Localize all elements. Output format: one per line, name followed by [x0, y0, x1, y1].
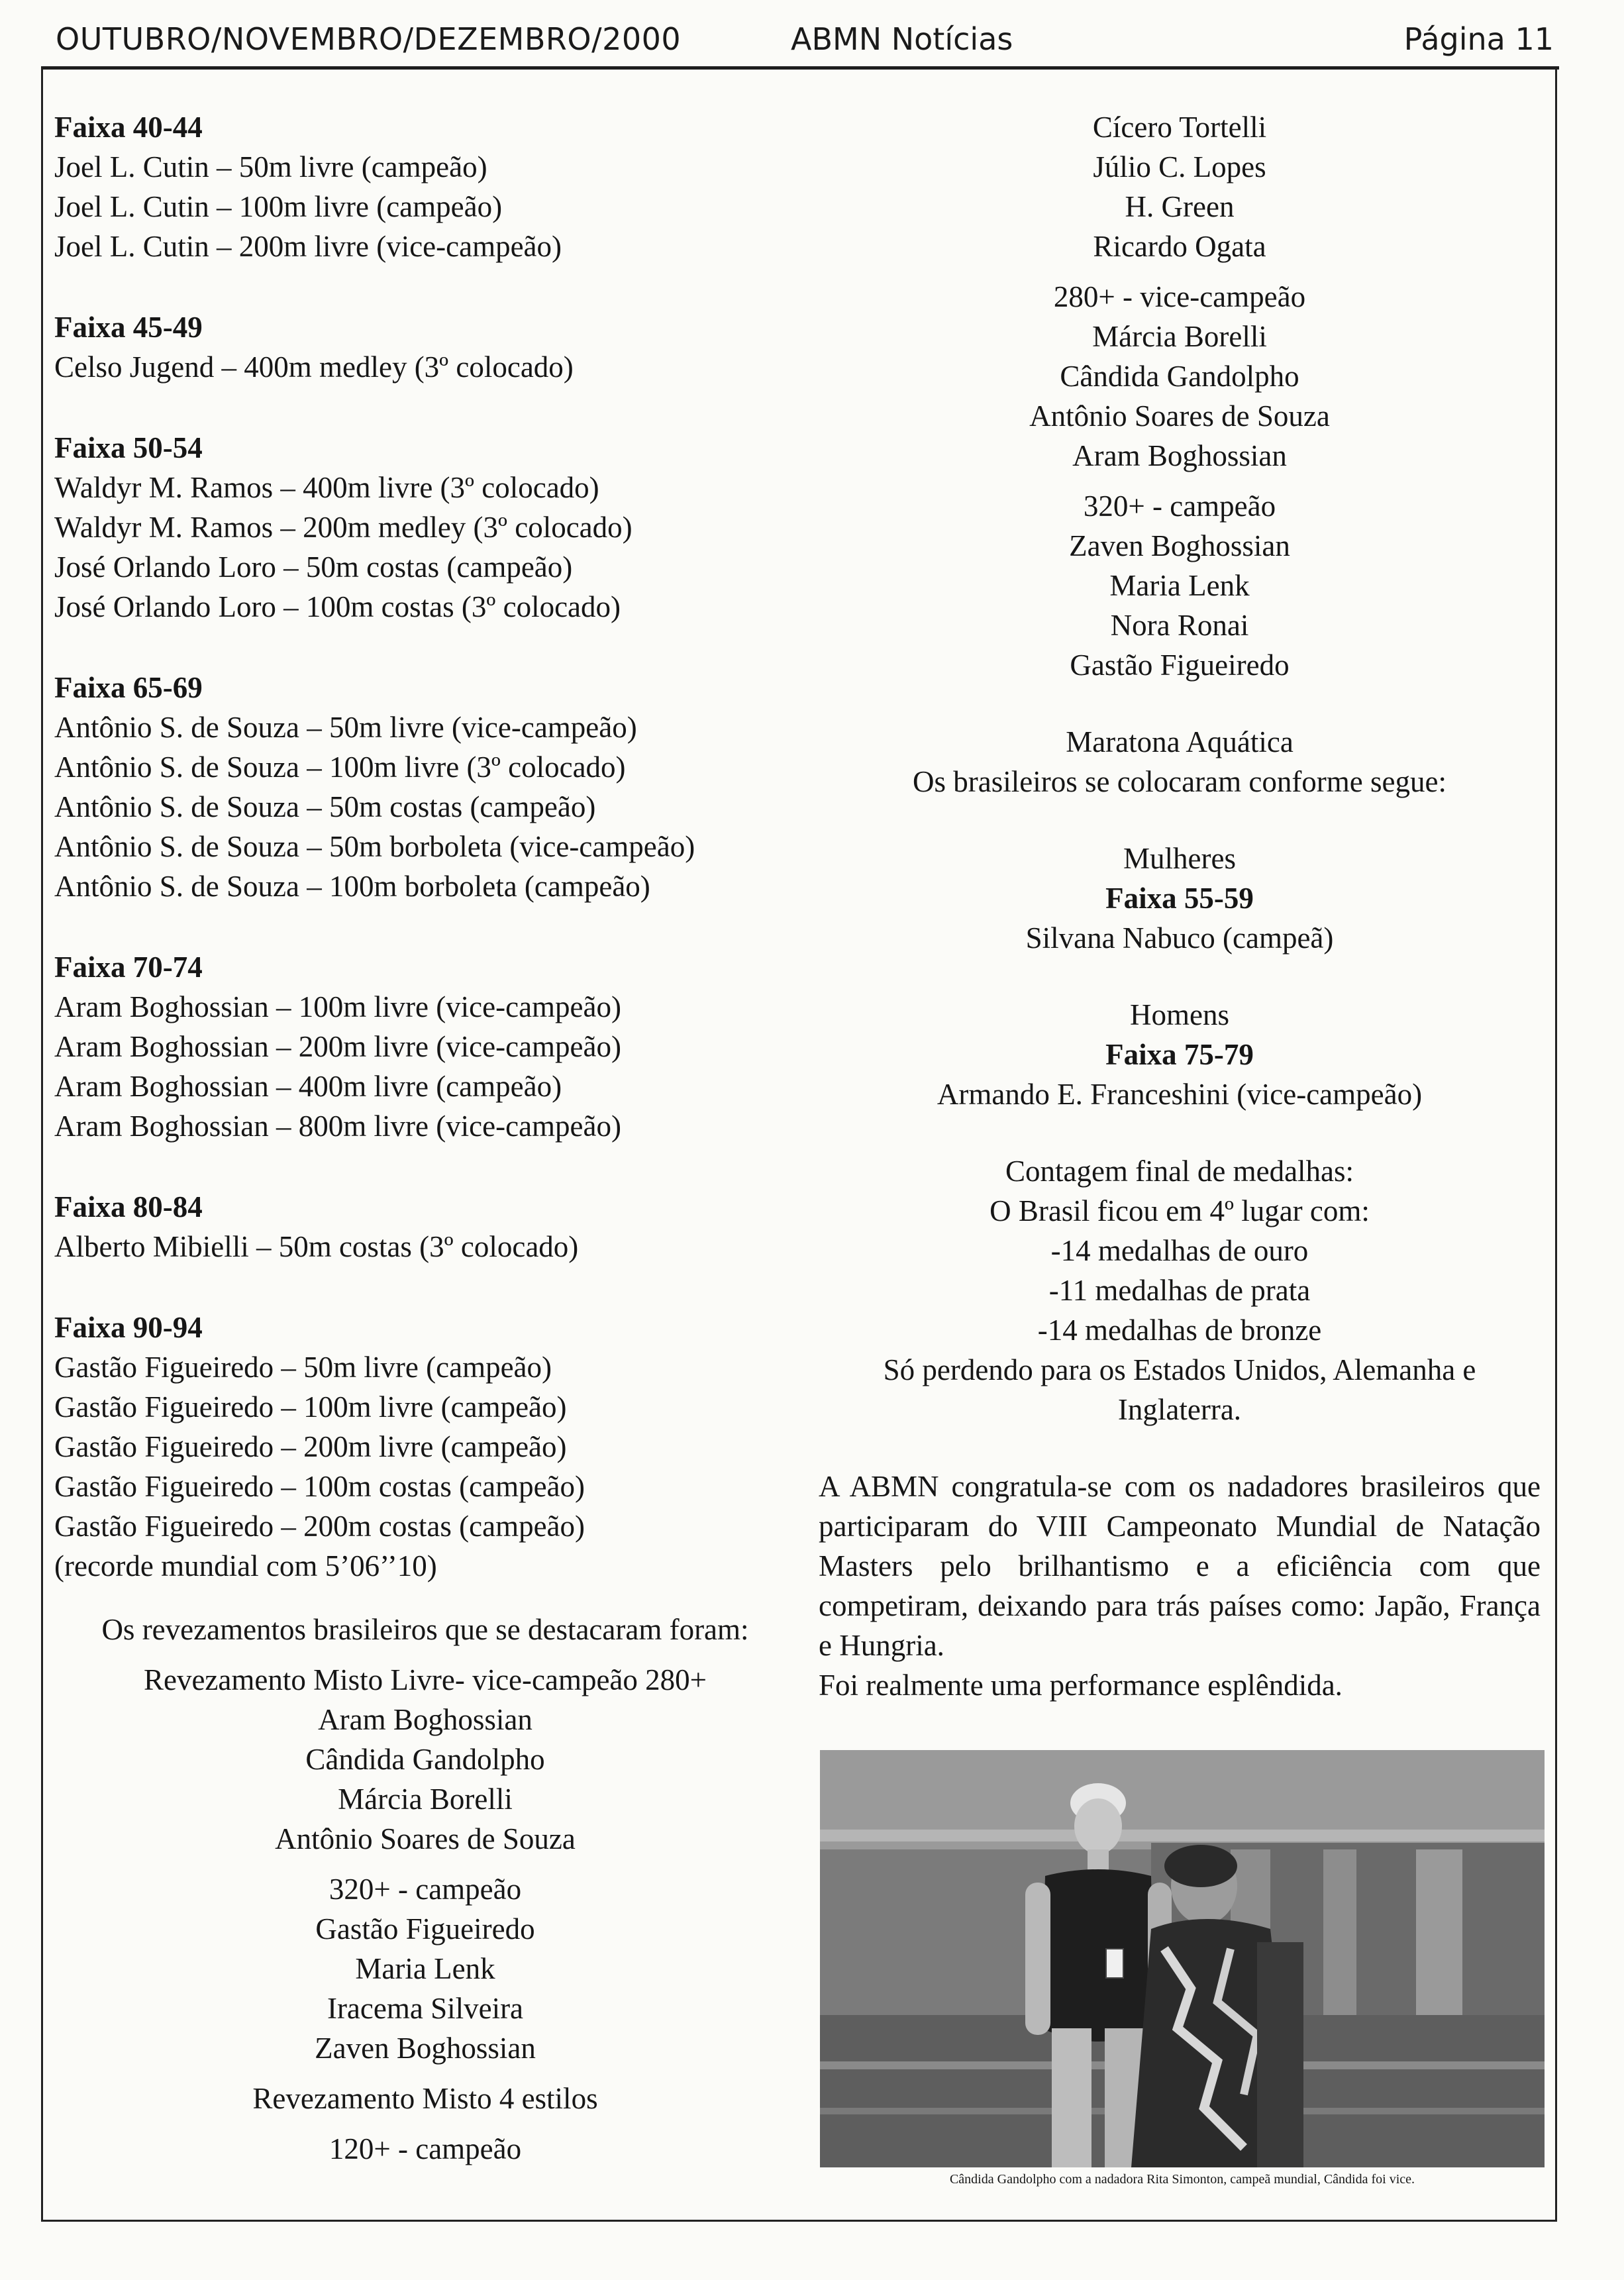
result-group [54, 107, 796, 266]
congrats-text: A ABMN congratula-se com os nadadores brasileiros que participaram do VIII Campeonato Mundial de Natação Masters pelo brilhantismo e a eficiência com que competiram, deixando para trás países como: Japão, França e Hungria. [819, 1470, 1541, 1662]
relay-line: Cícero Tortelli [1092, 111, 1267, 144]
relay-line: Maria Lenk [355, 1952, 495, 1985]
result-line: Gastão Figueiredo – 200m costas (campeão) [54, 1510, 585, 1543]
result-group [54, 947, 796, 1146]
relay-line: Maria Lenk [1109, 569, 1250, 602]
medal-line: Contagem final de medalhas: [1005, 1155, 1354, 1188]
result-line: Gastão Figueiredo – 200m livre (campeão) [54, 1430, 567, 1463]
group-title: Faixa 80-84 [54, 1190, 203, 1223]
result-line: Antônio S. de Souza – 50m livre (vice-campeão) [54, 711, 637, 744]
relay-line: Gastão Figueiredo [315, 1912, 535, 1945]
result-group [54, 668, 796, 906]
women-section [812, 839, 1547, 958]
result-group [54, 307, 796, 387]
medal-count [812, 1151, 1547, 1429]
result-line: Gastão Figueiredo – 100m costas (campeão) [54, 1470, 585, 1503]
group-title: Faixa 65-69 [54, 671, 203, 704]
medal-line: Só perdendo para os Estados Unidos, Alemanha e [883, 1353, 1476, 1386]
result-line: Joel L. Cutin – 50m livre (campeão) [54, 150, 487, 183]
women-result: Silvana Nabuco (campeã) [1025, 921, 1334, 955]
relay-line: Cândida Gandolpho [305, 1743, 545, 1776]
relay-line: Gastão Figueiredo [1070, 648, 1290, 682]
relay-line: Júlio C. Lopes [1093, 150, 1266, 183]
men-result: Armando E. Franceshini (vice-campeão) [937, 1078, 1423, 1111]
result-line: José Orlando Loro – 50m costas (campeão) [54, 550, 573, 584]
medal-line: Inglaterra. [1117, 1393, 1242, 1426]
result-line: Antônio S. de Souza – 100m livre (3º colocado) [54, 751, 626, 784]
relay-line: Márcia Borelli [338, 1783, 513, 1816]
maratona-title: Maratona Aquática [1066, 725, 1294, 758]
relay-line: Ricardo Ogata [1093, 230, 1266, 263]
result-line: José Orlando Loro – 100m costas (3º colocado) [54, 590, 621, 623]
maratona-section [812, 722, 1547, 802]
women-faixa: Faixa 55-59 [1105, 882, 1254, 915]
result-line: Celso Jugend – 400m medley (3º colocado) [54, 350, 574, 384]
result-line: Aram Boghossian – 100m livre (vice-campeão) [54, 990, 621, 1023]
result-group [54, 1308, 796, 1586]
medal-line: -11 medalhas de prata [1048, 1274, 1311, 1307]
photo-caption: Cândida Gandolpho com a nadadora Rita Simonton, campeã mundial, Cândida foi vice. [949, 2172, 1415, 2187]
men-label: Homens [1130, 998, 1229, 1031]
group-title: Faixa 90-94 [54, 1311, 203, 1344]
medal-line: -14 medalhas de ouro [1050, 1234, 1309, 1267]
relay-block [812, 277, 1547, 476]
relay-line: Aram Boghossian [1072, 439, 1287, 472]
relay-line: H. Green [1125, 190, 1235, 223]
relay-line: 320+ - campeão [1083, 490, 1276, 523]
result-line: Gastão Figueiredo – 50m livre (campeão) [54, 1351, 552, 1384]
result-line: Waldyr M. Ramos – 400m livre (3º colocado) [54, 471, 599, 504]
result-line: Waldyr M. Ramos – 200m medley (3º colocado) [54, 511, 633, 544]
women-label: Mulheres [1123, 842, 1236, 875]
relay-names [812, 107, 1547, 266]
relay-block [54, 1660, 796, 1859]
header-date: OUTUBRO/NOVEMBRO/DEZEMBRO/2000 [56, 21, 682, 57]
medal-line: -14 medalhas de bronze [1037, 1314, 1322, 1347]
result-line: Aram Boghossian – 400m livre (campeão) [54, 1070, 562, 1103]
result-line: Joel L. Cutin – 200m livre (vice-campeão) [54, 230, 562, 263]
relay-line: Nora Ronai [1110, 609, 1249, 642]
medal-line: O Brasil ficou em 4º lugar com: [990, 1194, 1370, 1227]
group-title: Faixa 50-54 [54, 431, 203, 464]
relay-line: Revezamento Misto 4 estilos [252, 2082, 598, 2115]
photo-illustration [820, 1750, 1545, 2167]
result-line: Antônio S. de Souza – 50m borboleta (vice-campeão) [54, 830, 695, 863]
result-group [54, 428, 796, 627]
header-page-number: Página 11 [1403, 21, 1554, 57]
result-line: Aram Boghossian – 800m livre (vice-campeão) [54, 1110, 621, 1143]
relay-line: Revezamento Misto Livre- vice-campeão 280+ [143, 1663, 707, 1696]
group-title: Faixa 40-44 [54, 111, 203, 144]
left-column [54, 107, 796, 2169]
swimmers-photo [820, 1750, 1545, 2167]
relay-block [812, 486, 1547, 685]
page-header [56, 16, 1554, 69]
relay-line: Antônio Soares de Souza [275, 1822, 576, 1855]
relay-line: Antônio Soares de Souza [1029, 399, 1330, 433]
relay-intro: Os revezamentos brasileiros que se destacaram foram: [101, 1613, 749, 1646]
relay-line: Cândida Gandolpho [1060, 360, 1299, 393]
relay-line: 120+ - campeão [329, 2132, 522, 2165]
result-line: Antônio S. de Souza – 100m borboleta (campeão) [54, 870, 650, 903]
relay-line: 320+ - campeão [329, 1873, 522, 1906]
men-section [812, 995, 1547, 1114]
relay-line: Iracema Silveira [327, 1992, 524, 2025]
right-column [812, 107, 1547, 1705]
result-line: Alberto Mibielli – 50m costas (3º colocado) [54, 1230, 579, 1263]
result-line: (recorde mundial com 5’06’’10) [54, 1549, 437, 1582]
congrats-paragraph [812, 1467, 1547, 1705]
result-line: Antônio S. de Souza – 50m costas (campeão) [54, 790, 596, 823]
relay-line: Márcia Borelli [1092, 320, 1267, 353]
result-line: Aram Boghossian – 200m livre (vice-campeão) [54, 1030, 621, 1063]
relay-block [54, 1869, 796, 2068]
header-publication: ABMN Notícias [791, 21, 1013, 57]
relay-line: Aram Boghossian [318, 1703, 533, 1736]
congrats-closing: Foi realmente uma performance esplêndida. [819, 1669, 1343, 1702]
group-title: Faixa 70-74 [54, 951, 203, 984]
men-faixa: Faixa 75-79 [1105, 1038, 1254, 1071]
maratona-intro: Os brasileiros se colocaram conforme segue: [913, 765, 1446, 798]
relay-line: Zaven Boghossian [315, 2032, 536, 2065]
result-line: Joel L. Cutin – 100m livre (campeão) [54, 190, 503, 223]
relay-line: 280+ - vice-campeão [1053, 280, 1306, 313]
relay-line: Zaven Boghossian [1069, 529, 1290, 562]
result-group [54, 1187, 796, 1267]
group-title: Faixa 45-49 [54, 311, 203, 344]
result-line: Gastão Figueiredo – 100m livre (campeão) [54, 1390, 567, 1424]
